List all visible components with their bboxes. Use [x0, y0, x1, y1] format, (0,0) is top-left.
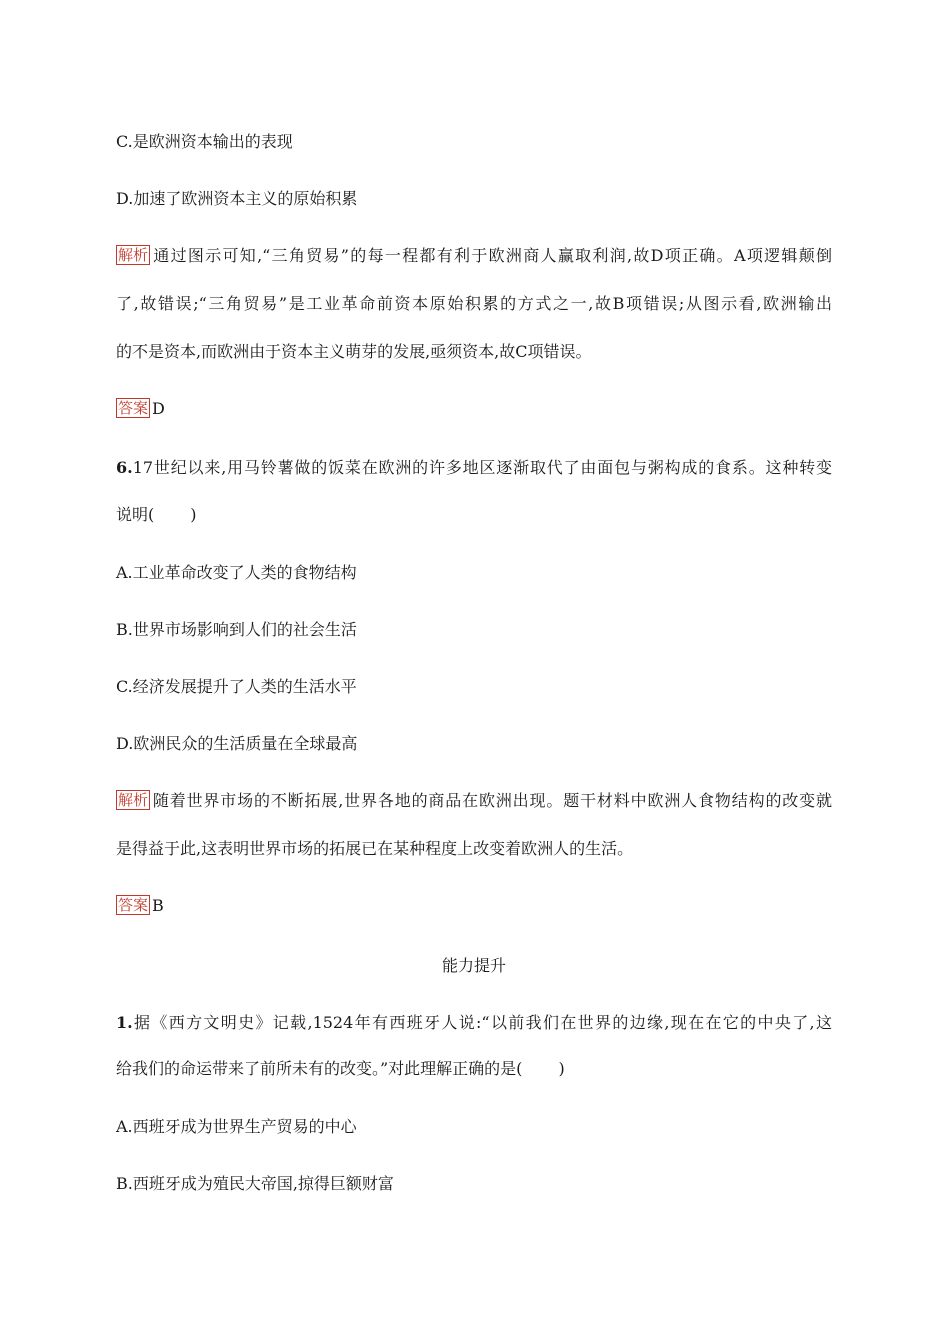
- q6-option-a: A.工业革命改变了人类的食物结构: [116, 563, 357, 582]
- q5-option-d: D.加速了欧洲资本主义的原始积累: [116, 189, 358, 208]
- q5-analysis-line-3: 的不是资本,而欧洲由于资本主义萌芽的发展,亟须资本,故C项错误。: [116, 342, 592, 361]
- q6-stem-line-2: 说明( ): [116, 505, 197, 524]
- q6-option-d: D.欧洲民众的生活质量在全球最高: [116, 734, 358, 753]
- q6-analysis-line-1: 解析 随着世界市场的不断拓展,世界各地的商品在欧洲出现。题干材料中欧洲人食物结构的改变就: [118, 791, 832, 810]
- answer-tag: 答案: [118, 896, 149, 914]
- q1-option-b: B.西班牙成为殖民大帝国,掠得巨额财富: [116, 1174, 394, 1193]
- analysis-tag: 解析: [118, 246, 149, 264]
- q6-option-c: C.经济发展提升了人类的生活水平: [116, 677, 357, 696]
- question-number: 6.: [116, 458, 133, 477]
- section-title: 能力提升: [441, 956, 506, 975]
- q6-analysis-line-2: 是得益于此,这表明世界市场的拓展已在某种程度上改变着欧洲人的生活。: [116, 839, 634, 858]
- q5-analysis-line-2: 了,故错误;“三角贸易”是工业革命前资本原始积累的方式之一,故B项错误;从图示看,欧洲输出: [116, 294, 832, 313]
- q1-stem-line-1: 1.据《西方文明史》记载,1524年有西班牙人说:“以前我们在世界的边缘,现在在它的中央了,这: [116, 1013, 832, 1032]
- q6-stem-line-1: 6.17世纪以来,用马铃薯做的饭菜在欧洲的许多地区逐渐取代了由面包与粥构成的食系。这种转变: [116, 458, 832, 477]
- answer-value: D: [152, 399, 165, 418]
- q1-option-a: A.西班牙成为世界生产贸易的中心: [116, 1117, 357, 1136]
- q1-stem-line-2: 给我们的命运带来了前所未有的改变。”对此理解正确的是( ): [116, 1059, 565, 1078]
- q5-option-c: C.是欧洲资本输出的表现: [116, 132, 293, 151]
- analysis-tag: 解析: [118, 791, 149, 809]
- q6-answer: [116, 894, 832, 918]
- answer-value: B: [152, 896, 164, 915]
- q5-analysis-line-1: 解析 通过图示可知,“三角贸易”的每一程都有利于欧洲商人赢取利润,故D项正确。A项逻辑颠倒: [118, 246, 832, 265]
- q5-answer: [116, 397, 832, 421]
- answer-tag: 答案: [118, 399, 149, 417]
- question-number: 1.: [116, 1013, 133, 1032]
- q6-option-b: B.世界市场影响到人们的社会生活: [116, 620, 357, 639]
